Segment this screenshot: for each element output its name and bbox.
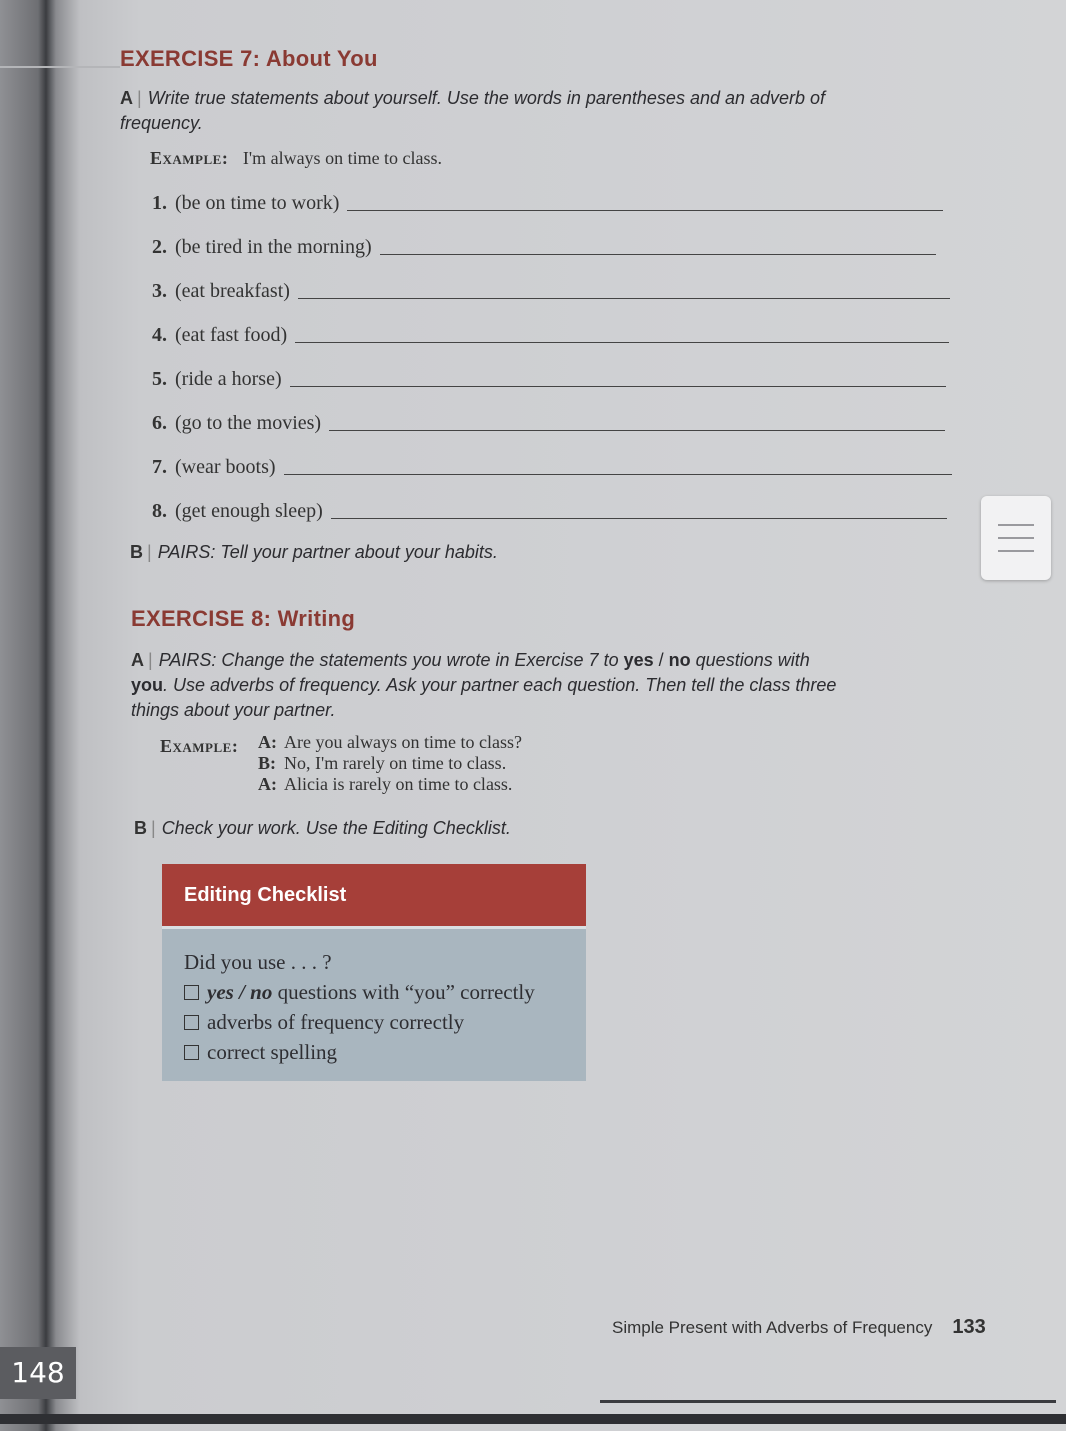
exercise-8-part-a-instruction — [131, 648, 851, 723]
checklist-item-3-text: correct spelling — [207, 1040, 338, 1064]
example-label: Example: — [150, 148, 229, 168]
checklist-body — [162, 926, 586, 1081]
exercise-7-item-2 — [152, 236, 936, 259]
speaker: A: — [258, 732, 277, 752]
item-prompt: (wear boots) — [175, 456, 276, 478]
checkbox-icon[interactable] — [184, 985, 199, 1000]
instruction-text-2: questions with — [690, 650, 810, 670]
running-title: Simple Present with Adverbs of Frequency — [612, 1318, 933, 1337]
yes-keyword: yes — [623, 650, 654, 670]
dialogue-line — [258, 774, 522, 795]
speaker: A: — [258, 774, 277, 794]
answer-line[interactable] — [298, 297, 950, 299]
checklist-item-1-text: questions with “you” correctly — [272, 980, 535, 1004]
page-edge-rule — [0, 66, 120, 68]
checklist-intro: Did you use . . . ? — [184, 950, 332, 974]
checklist-item-2-text: adverbs of frequency correctly — [207, 1010, 465, 1034]
exercise-7-item-6 — [152, 412, 945, 435]
item-number: 5. — [152, 368, 167, 390]
hamburger-menu-icon[interactable] — [981, 496, 1051, 580]
part-marker: B — [134, 818, 147, 838]
answer-line[interactable] — [290, 385, 946, 387]
dialogue-line — [258, 732, 522, 753]
item-prompt: (get enough sleep) — [175, 500, 323, 522]
exercise-7-item-8 — [152, 500, 947, 523]
dialogue-line — [258, 753, 522, 774]
page-number: 133 — [952, 1316, 986, 1338]
exercise-7-item-3 — [152, 280, 950, 303]
exercise-8-dialogue — [258, 732, 522, 795]
checklist-item-2 — [184, 1007, 566, 1037]
checklist-item-3 — [184, 1037, 566, 1067]
exercise-7-item-4 — [152, 324, 949, 347]
item-prompt: (eat fast food) — [175, 324, 288, 346]
part-divider: | — [137, 88, 142, 108]
exercise-7-item-7 — [152, 456, 952, 479]
page-footer — [612, 1316, 986, 1339]
exercise-7-example — [150, 148, 442, 169]
exercise-7-part-a-instruction — [120, 86, 880, 136]
part-marker: A — [120, 88, 133, 108]
item-number: 8. — [152, 500, 167, 522]
exercise-7-title: EXERCISE 7: About You — [120, 46, 378, 71]
no-keyword: no — [668, 650, 691, 670]
item-prompt: (go to the movies) — [175, 412, 322, 434]
answer-line[interactable] — [284, 473, 952, 475]
item-prompt: (eat breakfast) — [175, 280, 290, 302]
editing-checklist — [162, 864, 586, 1081]
instruction-text-1: PAIRS: Change the statements you wrote in Exercise 7 to — [158, 650, 624, 670]
exercise-7-item-1 — [152, 192, 943, 215]
dialogue-text: Alicia is rarely on time to class. — [284, 774, 513, 794]
part-divider: | — [147, 542, 152, 562]
viewer-bottom-bar — [0, 1414, 1066, 1424]
item-prompt: (ride a horse) — [175, 368, 282, 390]
slash: / — [653, 650, 669, 670]
dialogue-text: Are you always on time to class? — [284, 732, 522, 752]
dialogue-text: No, I'm rarely on time to class. — [284, 753, 507, 773]
checkbox-icon[interactable] — [184, 1015, 199, 1030]
exercise-8-example-label — [160, 736, 238, 757]
answer-line[interactable] — [331, 517, 947, 519]
part-divider: | — [148, 650, 153, 670]
checkbox-icon[interactable] — [184, 1045, 199, 1060]
item-number: 2. — [152, 236, 167, 258]
bottom-rule — [600, 1400, 1056, 1403]
viewer-page-indicator: 148 — [0, 1347, 76, 1399]
instruction-text: Write true statements about yourself. Use the words in parentheses and an adverb of frequency. — [120, 88, 826, 133]
item-prompt: (be tired in the morning) — [175, 236, 372, 258]
answer-line[interactable] — [295, 341, 949, 343]
part-marker: A — [131, 650, 144, 670]
item-number: 4. — [152, 324, 167, 346]
item-number: 7. — [152, 456, 167, 478]
answer-line[interactable] — [380, 253, 936, 255]
exercise-7-item-5 — [152, 368, 946, 391]
item-number: 1. — [152, 192, 167, 214]
part-marker: B — [130, 542, 143, 562]
checklist-item-1-emphasis: yes / no — [207, 980, 273, 1004]
checklist-item-1 — [184, 977, 566, 1007]
instruction-text: Check your work. Use the Editing Checklist. — [161, 818, 511, 838]
item-prompt: (be on time to work) — [175, 192, 340, 214]
part-divider: | — [151, 818, 156, 838]
instruction-text-3: . Use adverbs of frequency. Ask your partner each question. Then tell the class three things about your partner. — [131, 675, 837, 720]
answer-line[interactable] — [347, 209, 943, 211]
item-number: 6. — [152, 412, 167, 434]
example-text: I'm always on time to class. — [242, 148, 443, 168]
checklist-title: Editing Checklist — [162, 864, 586, 926]
exercise-7-part-b-instruction — [130, 540, 498, 565]
you-keyword: you — [131, 675, 164, 695]
item-number: 3. — [152, 280, 167, 302]
speaker: B: — [258, 753, 276, 773]
instruction-text: PAIRS: Tell your partner about your habits. — [157, 542, 498, 562]
exercise-8-title: EXERCISE 8: Writing — [131, 606, 356, 631]
exercise-8-part-b-instruction — [134, 816, 511, 841]
answer-line[interactable] — [329, 429, 945, 431]
example-label: Example: — [160, 736, 239, 756]
